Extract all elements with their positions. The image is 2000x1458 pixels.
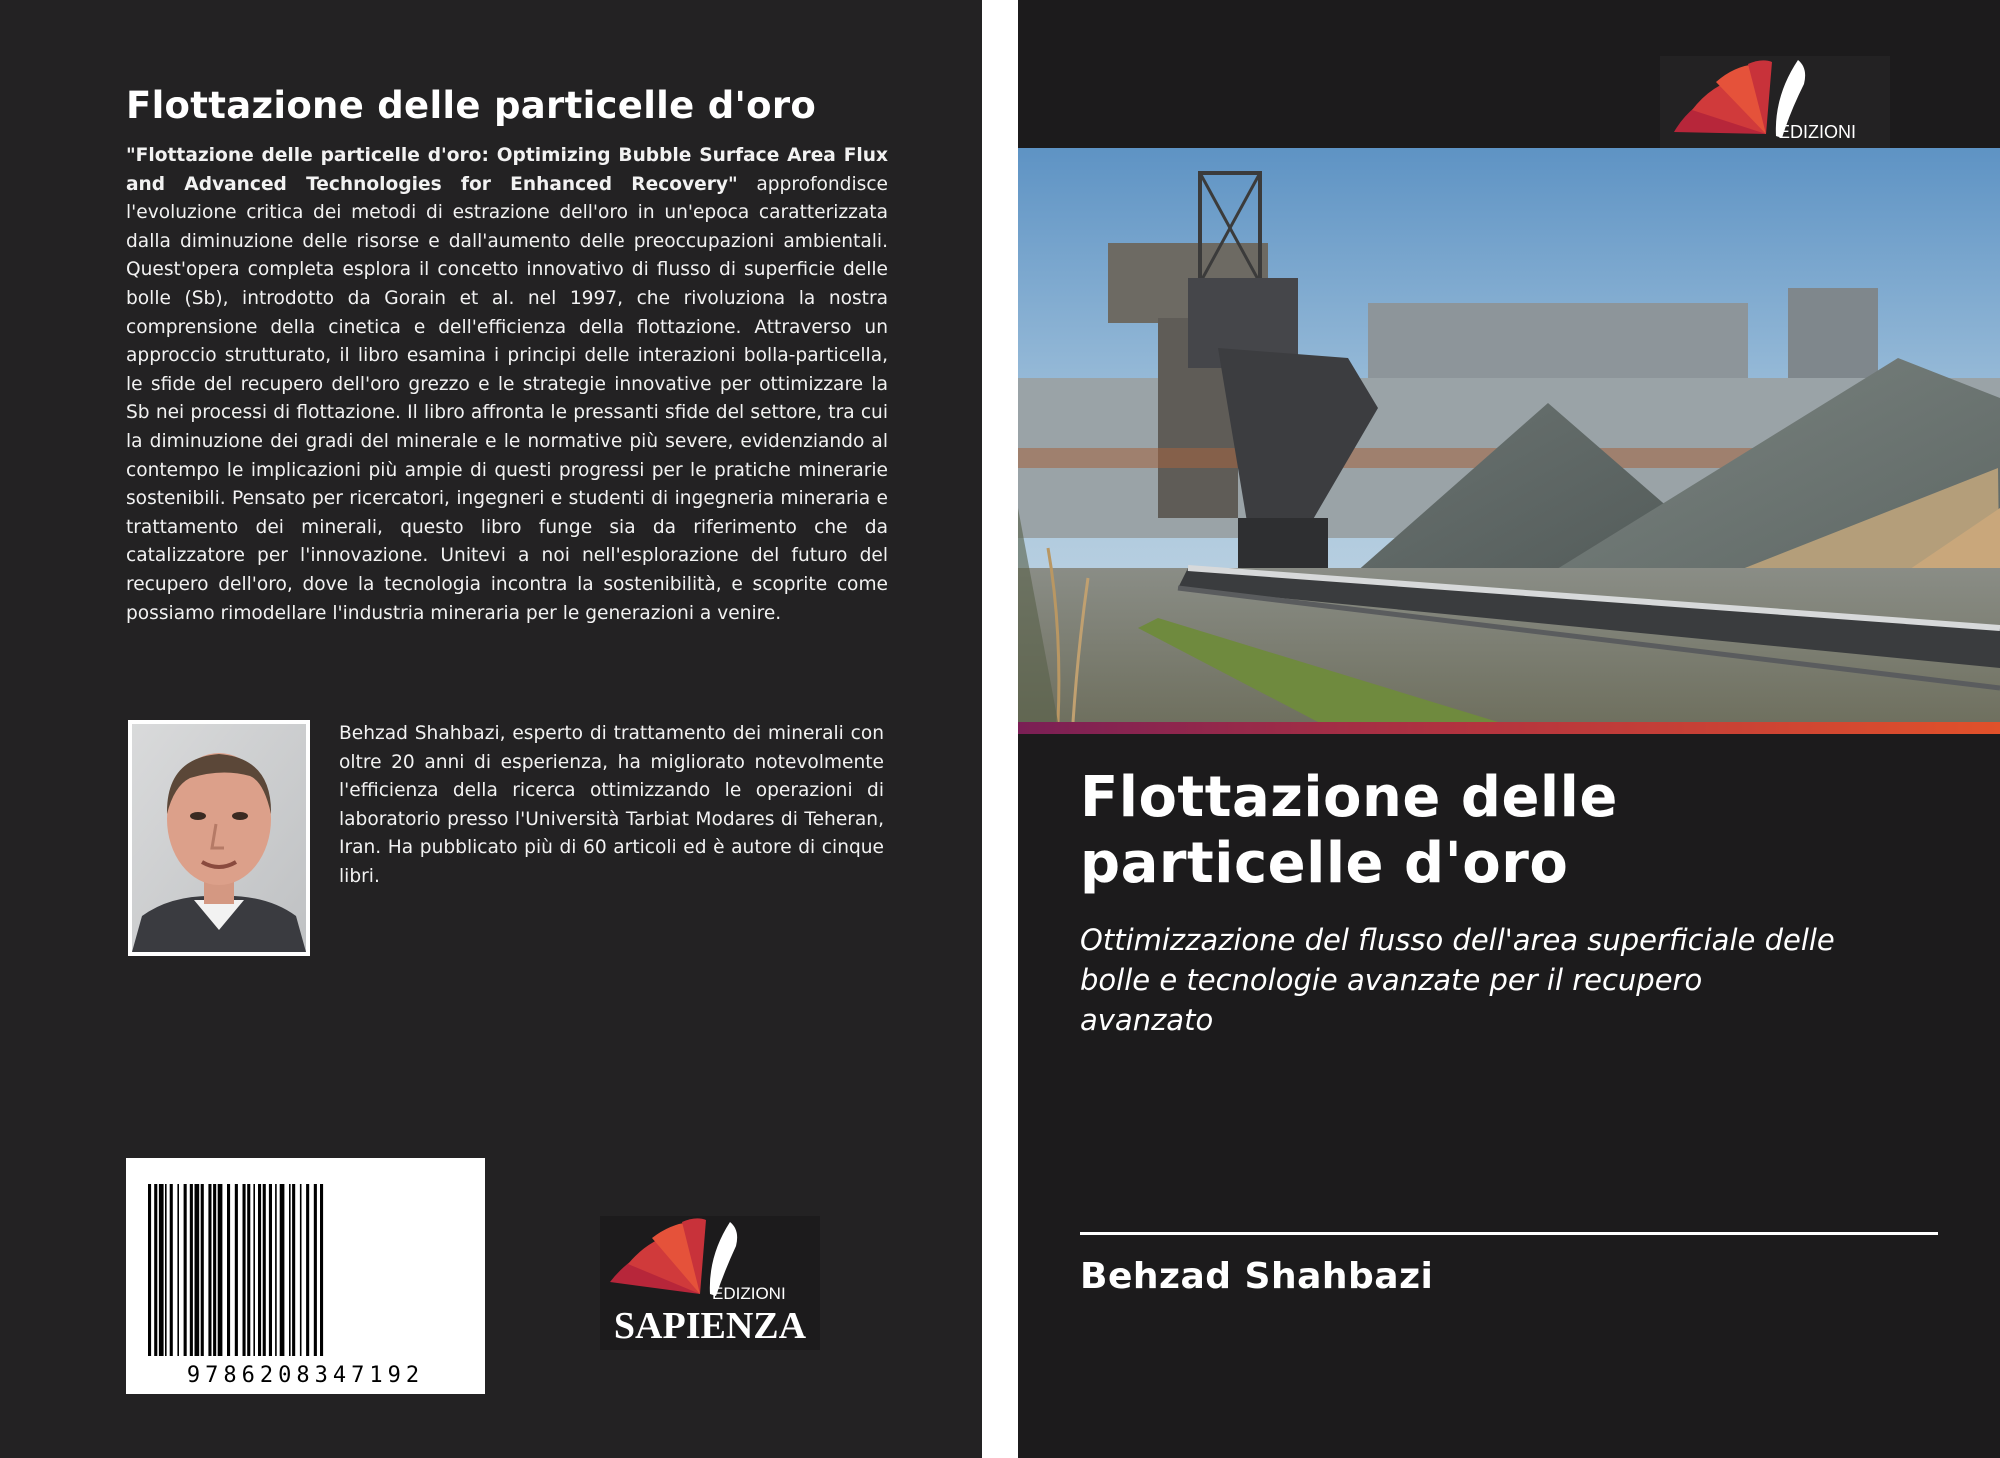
- author-photo: [128, 720, 310, 956]
- barcode-bar: [227, 1184, 230, 1356]
- publisher-imprint-front: EDIZIONI: [1778, 122, 1857, 142]
- barcode-bar: [289, 1184, 291, 1356]
- barcode-bar: [269, 1184, 272, 1356]
- barcode-bar: [292, 1184, 295, 1356]
- barcode-bar: [243, 1184, 246, 1356]
- front-cover-subtitle: Ottimizzazione del flusso dell'area superficiale delle bolle e tecnologie avanzate per il recupero avanzato: [1080, 923, 1835, 1037]
- cover-photo-mining-plant: [1018, 148, 2000, 722]
- author-bio: Behzad Shahbazi, esperto di trattamento dei minerali con oltre 20 anni di esperienza, ha migliorato notevolmente l'efficienza della ricerca ottimizzando le operazioni di laboratorio presso l'Università Tarbiat Modares di Teheran, Iran. Ha pubblicato più di 60 articoli ed è autore di cinque libri.: [339, 723, 884, 887]
- publisher-name-back: SAPIENZA: [613, 1305, 807, 1347]
- barcode-bar: [320, 1184, 323, 1356]
- barcode-bar: [177, 1184, 179, 1356]
- barcode-bar: [258, 1184, 261, 1356]
- back-cover-title: Flottazione delle particelle d'oro: [126, 84, 817, 127]
- barcode-bar: [154, 1184, 157, 1356]
- barcode-bar: [165, 1184, 167, 1356]
- barcode-bar: [170, 1184, 173, 1356]
- author-divider: [1080, 1232, 1938, 1235]
- barcode-bar: [253, 1184, 255, 1356]
- barcode-bar: [235, 1184, 238, 1356]
- isbn-number: 9786208347192: [186, 1363, 425, 1388]
- barcode-bar: [306, 1184, 309, 1356]
- barcode-bar: [201, 1184, 204, 1356]
- barcode-bar: [159, 1184, 164, 1356]
- front-cover-author: Behzad Shahbazi: [1080, 1256, 1434, 1297]
- barcode-bar: [195, 1184, 200, 1356]
- barcode-bar: [184, 1184, 187, 1356]
- back-cover-blurb: [126, 142, 888, 628]
- barcode-bar: [275, 1184, 277, 1356]
- publisher-logo-back: [600, 1216, 820, 1350]
- isbn-barcode: [126, 1158, 485, 1394]
- barcode-bar: [300, 1184, 302, 1356]
- barcode-bar: [280, 1184, 285, 1356]
- blurb-body: approfondisce l'evoluzione critica dei metodi di estrazione dell'oro in un'epoca caratterizzata dalla diminuzione delle risorse e dall'aumento delle preoccupazioni ambientali. Quest'opera completa esplora il concetto innovativo di flusso di superficie delle bolle (Sb), introdotto da Gorain et al. nel 1997, che rivoluziona la nostra comprensione della cinetica e dell'efficienza della flottazione. Attraverso un approccio strutturato, il libro esamina i principi delle interazioni bolla-particella, le sfide del recupero dell'oro grezzo e le strategie innovative per ottimizzare la Sb nei processi di flottazione. Il libro affronta le pressanti sfide del settore, tra cui la diminuzione dei gradi del minerale e le normative più severe, evidenziando al contempo le implicazioni più ampie di questi progressi per le pratiche minerarie sostenibili. Pensato per ricercatori, ingegneri e studenti di ingegneria mineraria e trattamento dei minerali, questo libro funge sia da riferimento che da catalizzatore per l'innovazione. Unitevi a noi nell'esplorazione del futuro del recupero dell'oro, dove la tecnologia incontra la sostenibilità, e scoprite come possiamo rimodellare l'industria mineraria per le generazioni a venire.: [126, 173, 888, 624]
- accent-stripe: [1018, 722, 2000, 734]
- barcode-bar: [213, 1184, 216, 1356]
- blurb-bold-title: "Flottazione delle particelle d'oro: Optimizing Bubble Surface Area Flux and Advanced Technologies for Enhanced Recovery": [126, 145, 888, 195]
- barcode-bars: [126, 1158, 485, 1358]
- barcode-bar: [314, 1184, 317, 1356]
- barcode-bar: [208, 1184, 211, 1356]
- barcode-bar: [263, 1184, 266, 1356]
- barcode-bar: [148, 1184, 151, 1356]
- front-cover-title: Flottazione delle particelle d'oro: [1080, 765, 1618, 896]
- publisher-imprint-back: EDIZIONI: [712, 1284, 786, 1303]
- spine: [982, 0, 1018, 1458]
- barcode-bar: [247, 1184, 250, 1356]
- barcode-bar: [218, 1184, 223, 1356]
- barcode-bar: [190, 1184, 193, 1356]
